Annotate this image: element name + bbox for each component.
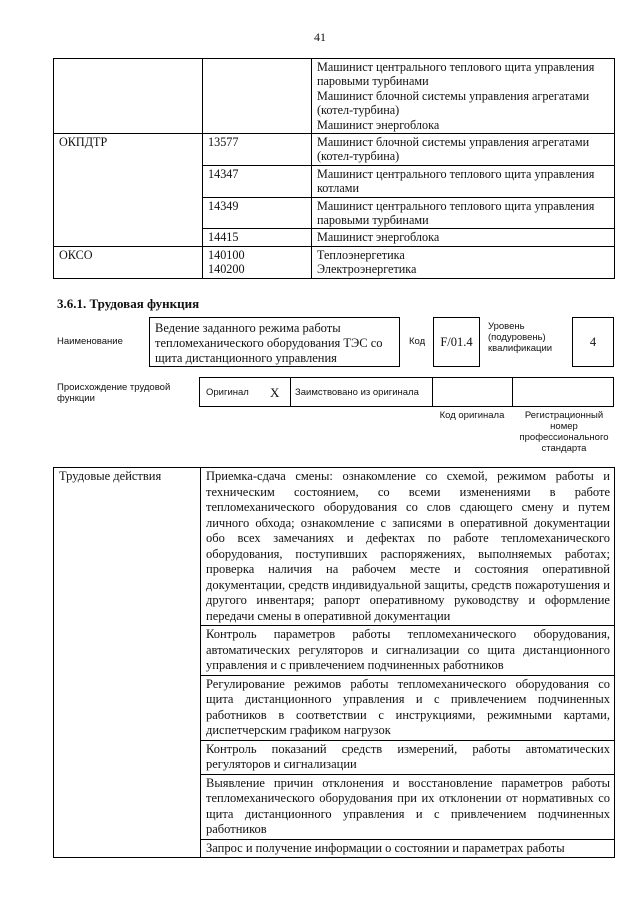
okpdtr-code: 13577	[203, 134, 312, 166]
page-number: 41	[314, 30, 326, 44]
okso-code: 140200	[208, 262, 245, 277]
table-cell	[54, 59, 203, 134]
original-mark: X	[270, 385, 280, 400]
okpdtr-name: Машинист блочной системы управления агрегатами (котел-турбина)	[312, 134, 615, 166]
table-row	[54, 134, 615, 166]
okpdtr-name: Машинист центрального теплового щита управления котлами	[312, 165, 615, 197]
registration-number-label: Регистрационный номер профессионального стандарта	[519, 410, 609, 454]
occupation-name: Машинист энергоблока	[317, 117, 440, 132]
original-label: Оригинал	[206, 387, 249, 398]
okso-name: Теплоэнергетика	[317, 247, 405, 262]
table-cell	[203, 59, 312, 134]
code-original-label: Код оригинала	[439, 410, 505, 421]
okpdtr-code: 14349	[203, 197, 312, 229]
labor-action-item: Контроль показаний средств измерений, работы автоматических регуляторов и сигнализации	[201, 740, 615, 774]
borrowed-label: Заимствовано из оригинала	[295, 387, 419, 398]
table-row	[54, 468, 615, 626]
divider	[432, 378, 433, 406]
occupation-names-cell	[312, 59, 615, 134]
divider	[512, 378, 513, 406]
okso-codes-cell	[203, 246, 312, 278]
qualification-level-label: Уровень (подуровень) квалификации	[488, 321, 553, 354]
occupation-name: Машинист центрального теплового щита управления паровыми турбинами	[317, 60, 595, 89]
origin-label: Происхождение трудовой функции	[57, 382, 171, 404]
okso-names-cell	[312, 246, 615, 278]
classifier-label-okso: ОКСО	[54, 246, 203, 278]
labor-action-item: Приемка-сдача смены: ознакомление со схемой, режимом работы и техническим состоянием, со всеми изменениями в работе тепломеханического оборудования со слов сдающего смену и путем личного обхода; ознакомление с записями в оперативной документации обо всех замечаниях и дефектах по работе тепломеханического оборудования, поступивших распоряжениях, выполняемых работах; проверка наличия на рабочем месте и состояния оперативной документации, средств индивидуальной защиты, средств пожаротушения и другого инвентаря; рапорт оперативному руководству и оформление передачи смены в оперативной документации	[201, 468, 615, 626]
labor-action-item: Запрос и получение информации о состоянии и параметрах работы	[201, 839, 615, 858]
okpdtr-code: 14415	[203, 229, 312, 246]
name-label: Наименование	[57, 336, 123, 347]
okpdtr-name: Машинист центрального теплового щита управления паровыми турбинами	[312, 197, 615, 229]
occupation-name: Машинист блочной системы управления агрегатами (котел-турбина)	[317, 88, 590, 118]
table-row	[54, 246, 615, 278]
section-heading: 3.6.1. Трудовая функция	[57, 296, 200, 311]
okso-name: Электроэнергетика	[317, 262, 417, 277]
function-name-box: Ведение заданного режима работы тепломеханического оборудования ТЭС со щита дистанционного управления	[149, 317, 400, 367]
classifier-label-okpdtr: ОКПДТР	[54, 134, 203, 247]
okpdtr-name: Машинист энергоблока	[312, 229, 615, 246]
classification-codes-table	[53, 58, 615, 279]
okso-code: 140100	[208, 247, 245, 262]
table-row	[54, 59, 615, 134]
code-label: Код	[409, 336, 426, 347]
labor-action-item: Регулирование режимов работы тепломеханического оборудования со щита дистанционного управления и с привлечением подчиненных работников в соответствии с инструкциями, режимными картами, диспетчерским графиком нагрузок	[201, 675, 615, 740]
labor-actions-label: Трудовые действия	[54, 468, 201, 858]
labor-action-item: Выявление причин отклонения и восстановление параметров работы тепломеханического оборудования при их отклонении от нормативных со щита дистанционного управления и с привлечением подчиненных работников	[201, 774, 615, 839]
function-code-box: F/01.4	[433, 317, 480, 367]
divider	[290, 378, 291, 406]
labor-action-item: Контроль параметров работы тепломеханического оборудования, автоматических регуляторов и сигнализации со щита дистанционного управления и с привлечением подчиненных работников	[201, 626, 615, 676]
qualification-level-box: 4	[572, 317, 614, 367]
origin-row	[199, 377, 614, 407]
labor-actions-table	[53, 467, 615, 858]
okpdtr-code: 14347	[203, 165, 312, 197]
